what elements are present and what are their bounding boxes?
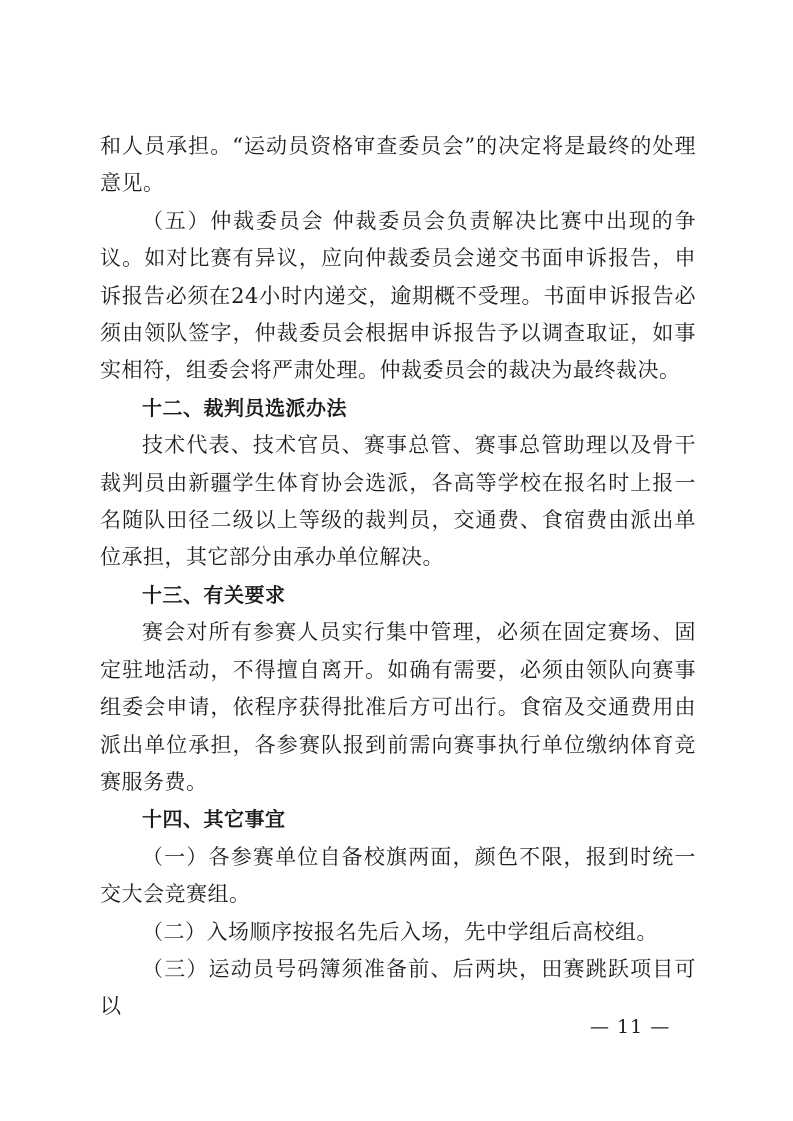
paragraph-athlete-bibs: （三）运动员号码簿须准备前、后两块，田赛跳跃项目可以 [100, 956, 696, 1019]
paragraph-referee-selection: 技术代表、技术官员、赛事总管、赛事总管助理以及骨干裁判员由新疆学生体育协会选派，各高等学校在报名时上报一名随队田径二级以上等级的裁判员，交通费、食宿费由派出单位承担，其它部分由承办单位解决。 [100, 433, 696, 570]
paragraph-school-flags: （一）各参赛单位自备校旗两面，颜色不限，报到时统一交大会竞赛组。 [100, 844, 696, 907]
section-heading-12: 十二、裁判员选派办法 [142, 395, 347, 420]
paragraph-arbitration-committee: （五）仲裁委员会 仲裁委员会负责解决比赛中出现的争议。如对比赛有异议，应向仲裁委员会递交书面申诉报告，申诉报告必须在24小时内递交，逾期概不受理。书面申诉报告必须由领队签字，仲裁委员会根据申诉报告予以调查取证，如事实相符，组委会将严肃处理。仲裁委员会的裁决为最终裁决。 [100, 208, 696, 383]
section-heading-13: 十三、有关要求 [142, 582, 286, 607]
document-body [100, 128, 696, 1026]
section-heading-14: 十四、其它事宜 [142, 807, 286, 832]
paragraph-continuation: 和人员承担。“运动员资格审查委员会”的决定将是最终的处理意见。 [100, 134, 696, 196]
paragraph-entry-order: （二）入场顺序按报名先后入场，先中学组后高校组。 [142, 919, 658, 944]
page-number: — 11 — [590, 1016, 671, 1038]
paragraph-requirements: 赛会对所有参赛人员实行集中管理，必须在固定赛场、固定驻地活动，不得擅自离开。如确有需要，必须由领队向赛事组委会申请，依程序获得批准后方可出行。食宿及交通费用由派出单位承担，各参赛队报到前需向赛事执行单位缴纳体育竞赛服务费。 [100, 620, 696, 794]
